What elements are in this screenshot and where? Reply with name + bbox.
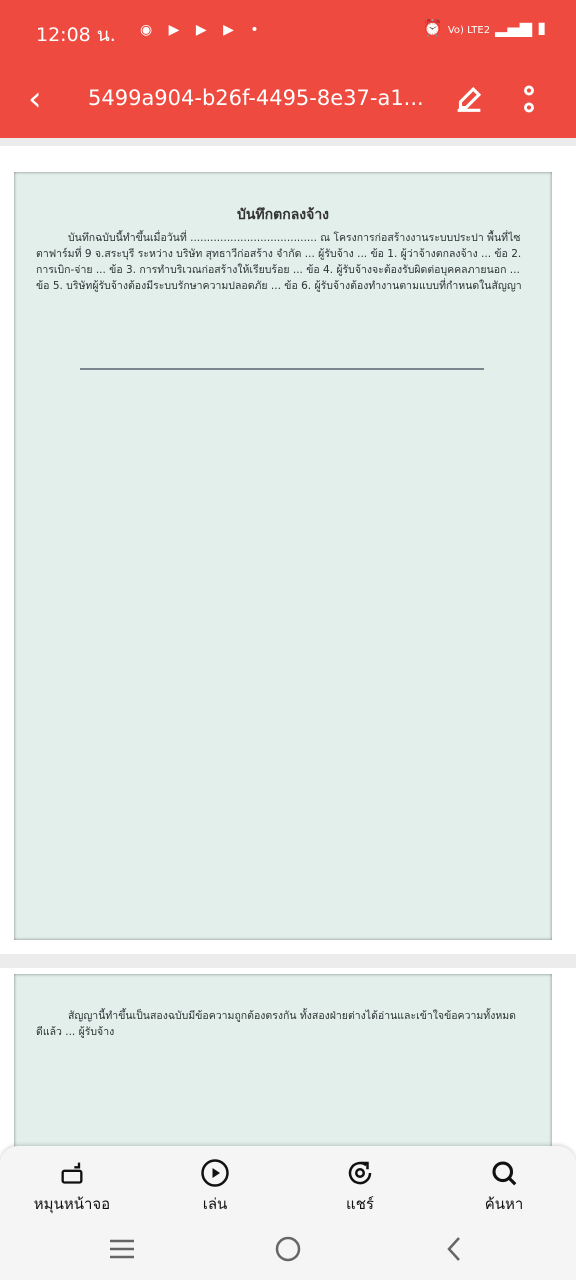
bottom-toolbar (0, 1146, 576, 1218)
battery-icon: ▮ (537, 18, 546, 37)
status-right (423, 18, 546, 37)
app-bar (0, 0, 576, 138)
share-icon (345, 1158, 375, 1188)
search-button[interactable] (434, 1146, 574, 1218)
doc-body-text: บันทึกฉบับนี้ทำขึ้นเมื่อวันที่ ...................................... ณ โครงการก่อสร้างงานระบบประปา พื้นที่ไซตาฟาร์มที่ 9 จ.สระบุรี ระหว่าง บริษัท สุทธาวีก่อสร้าง จำกัด ... ผู้รับจ้าง ... ข้อ 1. ผู้ว่าจ้างตกลงจ้าง ... ข้อ 2. การเบิก-จ่าย ... ข้อ 3. การทำบริเวณก่อสร้างให้เรียบร้อย ... ข้อ 4. ผู้รับจ้างจะต้องรับผิดต่อบุคคลภายนอก ... ข้อ 5. บริษัทผู้รับจ้างต้องมีระบบรักษาความปลอดภัย ... ข้อ 6. ผู้รับจ้างต้องทำงานตามแบบที่กำหนดในสัญญา (36, 232, 522, 292)
doc-heading: บันทึกตกลงจ้าง (236, 207, 330, 223)
rotate-button[interactable] (2, 1146, 142, 1218)
play-button[interactable] (145, 1146, 285, 1218)
play-icon (200, 1158, 230, 1188)
network-label: Vo) LTE2 (447, 25, 491, 36)
recent-apps-icon[interactable] (82, 1218, 162, 1280)
system-nav-bar (0, 1218, 576, 1280)
alarm-icon: ⏰ (422, 18, 443, 37)
status-time: 12:08 น. (36, 24, 116, 46)
doc-page2-text: สัญญานี้ทำขึ้นเป็นสองฉบับมีข้อความถูกต้องตรงกัน ทั้งสองฝ่ายต่างได้อ่านและเข้าใจข้อความทั้งหมดดีแล้ว ... ผู้รับจ้าง (36, 1010, 516, 1038)
play-label: เล่น (202, 1195, 228, 1213)
search-label: ค้นหา (484, 1195, 524, 1213)
scanned-paper-1 (14, 172, 552, 940)
edit-icon[interactable] (452, 82, 486, 116)
home-icon[interactable] (248, 1218, 328, 1280)
rotate-icon (58, 1158, 86, 1186)
status-bar (0, 0, 576, 64)
signal-icon: ▂▄▆ (495, 18, 533, 37)
more-vert-icon[interactable] (520, 82, 538, 116)
share-label: แชร์ (346, 1195, 374, 1213)
share-button[interactable] (290, 1146, 430, 1218)
back-icon[interactable] (414, 1218, 494, 1280)
arrow-left-icon[interactable]: ‹ (28, 79, 42, 119)
search-icon (489, 1158, 519, 1188)
rotate-label: หมุนหน้าจอ (33, 1195, 111, 1213)
document-page-1 (0, 146, 576, 954)
document-title: 5499a904-b26f-4495-8e37-a1... (88, 86, 424, 110)
notification-icons: ◉ ▶ ▶ ▶ • (140, 22, 265, 38)
toolbar (0, 64, 576, 138)
